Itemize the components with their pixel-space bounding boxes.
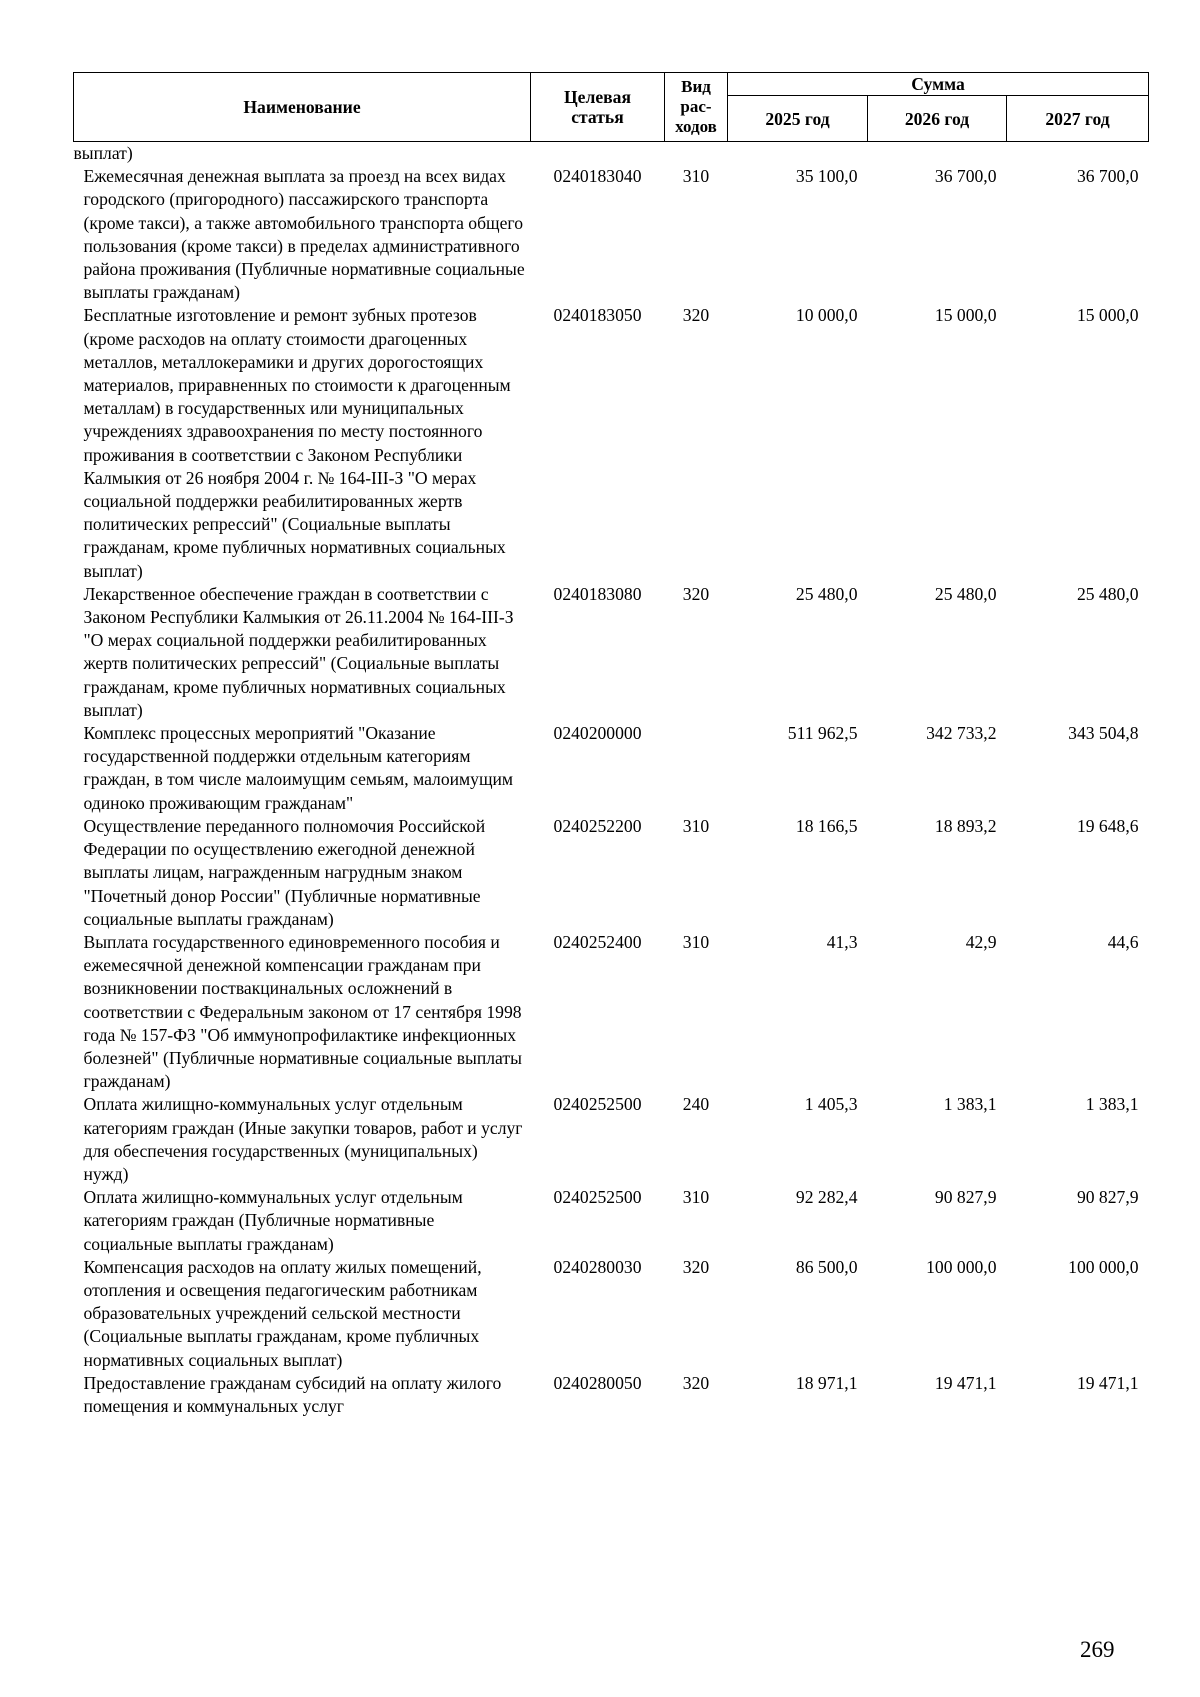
row-article: 0240280030 bbox=[553, 1256, 642, 1277]
row-sum-2027: 19 648,6 bbox=[1076, 815, 1139, 836]
header-year-2027: 2027 год bbox=[1007, 96, 1149, 142]
table-body bbox=[74, 142, 1149, 1419]
row-vid bbox=[665, 722, 728, 815]
row-vid: 320 bbox=[682, 1256, 710, 1277]
row-vid: 310 bbox=[682, 166, 710, 187]
row-article: 0240252200 bbox=[553, 815, 642, 836]
row-sum-2025: 92 282,4 bbox=[795, 1187, 858, 1208]
header-vid bbox=[665, 73, 728, 142]
row-sum-2025: 25 480,0 bbox=[795, 583, 858, 604]
row-vid: 310 bbox=[682, 815, 710, 836]
header-article-line2: статья bbox=[571, 107, 624, 127]
row-sum-2027: 1 383,1 bbox=[1085, 1094, 1139, 1115]
row-sum-2027 bbox=[1007, 142, 1149, 166]
table-row bbox=[74, 815, 1149, 931]
header-article-line1: Целевая bbox=[564, 87, 631, 107]
row-sum-2025: 18 166,5 bbox=[795, 815, 858, 836]
row-article: 0240280050 bbox=[553, 1372, 642, 1393]
row-article bbox=[531, 142, 665, 166]
row-sum-2026: 36 700,0 bbox=[934, 166, 997, 187]
row-name: Лекарственное обеспечение граждан в соответствии с Законом Республики Калмыкия от 26.11.2004 № 164-III-З "О мерах социальной поддержки реабилитированных жертв политических репрессий" (Социальные выплаты гражданам, кроме публичных нормативных социальных выплат) bbox=[83, 583, 514, 720]
row-sum-2026 bbox=[868, 142, 1007, 166]
table-row bbox=[74, 304, 1149, 582]
row-vid: 320 bbox=[682, 583, 710, 604]
row-sum-2027: 90 827,9 bbox=[1076, 1187, 1139, 1208]
row-sum-2026: 342 733,2 bbox=[926, 723, 997, 744]
row-sum-2026: 19 471,1 bbox=[934, 1372, 997, 1393]
row-sum-2027: 343 504,8 bbox=[1068, 723, 1139, 744]
row-sum-2027: 44,6 bbox=[1107, 931, 1139, 952]
row-vid: 320 bbox=[682, 1372, 710, 1393]
row-sum-2027: 36 700,0 bbox=[1076, 166, 1139, 187]
row-sum-2026: 25 480,0 bbox=[934, 583, 997, 604]
row-sum-2027: 100 000,0 bbox=[1068, 1256, 1139, 1277]
row-vid: 310 bbox=[682, 931, 710, 952]
row-article: 0240183050 bbox=[553, 305, 642, 326]
row-name: Осуществление переданного полномочия Российской Федерации по осуществлению ежегодной денежной выплаты лицам, награжденным нагрудным знаком "Почетный донор России" (Публичные нормативные социальные выплаты гражданам) bbox=[83, 815, 486, 929]
row-name: Оплата жилищно-коммунальных услуг отдельным категориям граждан (Публичные нормативные социальные выплаты гражданам) bbox=[83, 1187, 463, 1254]
row-sum-2027: 15 000,0 bbox=[1076, 305, 1139, 326]
table-header bbox=[74, 73, 1149, 142]
header-vid-line2: рас- bbox=[680, 97, 712, 116]
row-sum-2026: 18 893,2 bbox=[934, 815, 997, 836]
row-sum-2025: 41,3 bbox=[826, 931, 858, 952]
table-row bbox=[74, 722, 1149, 815]
row-sum-2026: 42,9 bbox=[965, 931, 997, 952]
header-year-2025: 2025 год bbox=[728, 96, 868, 142]
row-vid: 310 bbox=[682, 1187, 710, 1208]
row-sum-2026: 15 000,0 bbox=[934, 305, 997, 326]
row-vid: 320 bbox=[682, 305, 710, 326]
row-name: выплат) bbox=[73, 143, 133, 163]
row-article: 0240252400 bbox=[553, 931, 642, 952]
table-row bbox=[74, 1093, 1149, 1186]
row-sum-2027: 19 471,1 bbox=[1076, 1372, 1139, 1393]
table-row bbox=[74, 1372, 1149, 1418]
row-sum-2025: 511 962,5 bbox=[787, 723, 858, 744]
row-sum-2025: 18 971,1 bbox=[795, 1372, 858, 1393]
header-vid-line3: ходов bbox=[675, 117, 717, 136]
table-row bbox=[74, 583, 1149, 722]
table-row bbox=[74, 142, 1149, 166]
row-article: 0240252500 bbox=[553, 1187, 642, 1208]
page-number: 269 bbox=[1080, 1637, 1115, 1662]
row-name: Выплата государственного единовременного пособия и ежемесячной денежной компенсации гражданам при возникновении поствакцинальных осложнений в соответствии с Федеральным законом от 17 сентября 1998 года № 157-ФЗ "Об иммунопрофилактике инфекционных болезней" (Публичные нормативные социальные выплаты гражданам) bbox=[83, 931, 522, 1092]
row-name: Ежемесячная денежная выплата за проезд на всех видах городского (пригородного) пассажирского транспорта (кроме такси), а также автомобильного транспорта общего пользования (кроме такси) в пределах административного района проживания (Публичные нормативные социальные выплаты гражданам) bbox=[83, 166, 525, 303]
row-sum-2026: 1 383,1 bbox=[943, 1094, 997, 1115]
row-article: 0240183040 bbox=[553, 166, 642, 187]
row-sum-2026: 100 000,0 bbox=[926, 1256, 997, 1277]
row-name: Предоставление гражданам субсидий на оплату жилого помещения и коммунальных услуг bbox=[83, 1372, 502, 1416]
row-name: Комплекс процессных мероприятий "Оказание государственной поддержки отдельным категориям граждан, в том числе малоимущим семьям, малоимущим одиноко проживающим гражданам" bbox=[83, 723, 514, 813]
row-sum-2025: 10 000,0 bbox=[795, 305, 858, 326]
row-article: 0240252500 bbox=[553, 1094, 642, 1115]
row-name: Бесплатные изготовление и ремонт зубных протезов (кроме расходов на оплату стоимости драгоценных металлов, металлокерамики и других дорогостоящих материалов, приравненных по стоимости к драгоценным металлам) в государственных или муниципальных учреждениях здравоохранения по месту постоянного проживания в соответствии с Законом Республики Калмыкия от 26 ноября 2004 г. № 164-III-З "О мерах социальной поддержки реабилитированных жертв политических репрессий" (Социальные выплаты гражданам, кроме публичных нормативных социальных выплат) bbox=[83, 305, 511, 581]
row-sum-2025: 86 500,0 bbox=[795, 1256, 858, 1277]
row-article: 0240183080 bbox=[553, 583, 642, 604]
header-sum: Сумма bbox=[728, 73, 1149, 96]
row-name: Компенсация расходов на оплату жилых помещений, отопления и освещения педагогическим работникам образовательных учреждений сельской местности (Социальные выплаты гражданам, кроме публичных нормативных социальных выплат) bbox=[83, 1256, 482, 1370]
row-sum-2025 bbox=[728, 142, 868, 166]
row-sum-2026: 90 827,9 bbox=[934, 1187, 997, 1208]
budget-table bbox=[73, 72, 1149, 1418]
header-vid-line1: Вид bbox=[681, 77, 711, 96]
table-row bbox=[74, 165, 1149, 304]
row-sum-2025: 35 100,0 bbox=[795, 166, 858, 187]
table-row bbox=[74, 931, 1149, 1093]
row-name: Оплата жилищно-коммунальных услуг отдельным категориям граждан (Иные закупки товаров, работ и услуг для обеспечения государственных (муниципальных) нужд) bbox=[83, 1094, 523, 1184]
row-vid bbox=[665, 142, 728, 166]
table-row bbox=[74, 1256, 1149, 1372]
table-row bbox=[74, 1186, 1149, 1256]
header-year-2026: 2026 год bbox=[868, 96, 1007, 142]
header-article bbox=[531, 73, 665, 142]
row-article: 0240200000 bbox=[553, 723, 642, 744]
row-sum-2027: 25 480,0 bbox=[1076, 583, 1139, 604]
row-vid: 240 bbox=[682, 1094, 710, 1115]
header-name: Наименование bbox=[74, 73, 531, 142]
row-sum-2025: 1 405,3 bbox=[804, 1094, 858, 1115]
